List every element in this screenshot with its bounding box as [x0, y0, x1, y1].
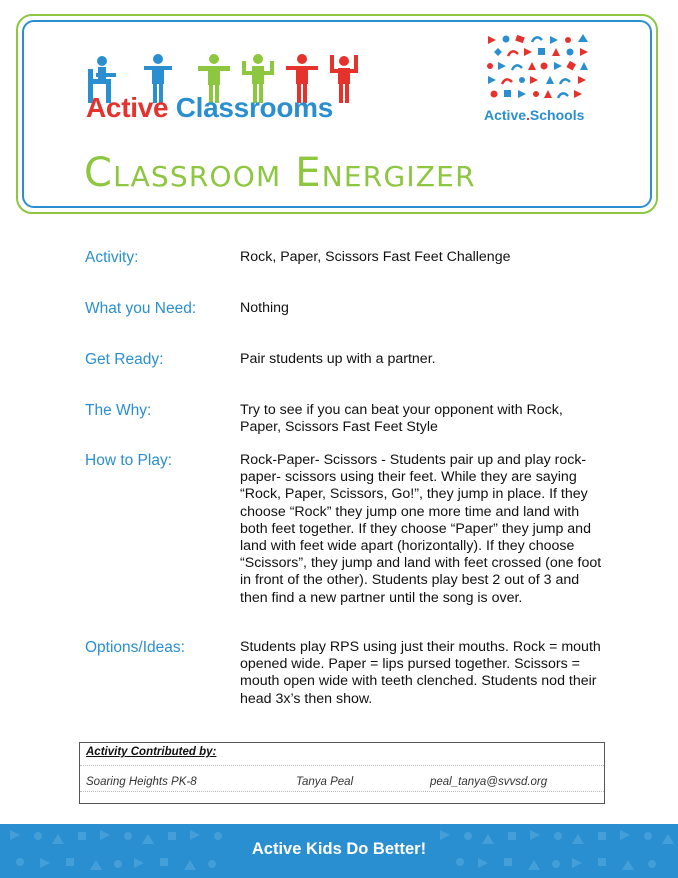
options-ideas-value: Students play RPS using just their mouths. Rock = mouth opened wide. Paper = lips pursed together. Scissors = mouth open wide with teeth clenched. Students nod their head 3x’s then show. [240, 639, 601, 707]
contributor-box [79, 742, 605, 804]
how-to-play-label: How to Play: [85, 452, 173, 469]
the-why-label: The Why: [85, 402, 152, 419]
active-classrooms-logo-text: Active Classrooms [86, 92, 334, 123]
get-ready-value: Pair students up with a partner. [240, 351, 436, 367]
footer-banner [0, 824, 678, 878]
activity-label: Activity: [85, 249, 139, 266]
contributor-name: Tanya Peal [296, 776, 354, 788]
divider [80, 765, 604, 766]
page-title: Classroom Energizer [84, 150, 476, 196]
how-to-play-value: Rock-Paper- Scissors - Students pair up and play rock-paper- scissors using their feet. While they are saying “Rock, Paper, Scissors, Go!”, they jump in place. If they choose “Rock” they jump one more time and land with both feet together. If they choose “Paper” they jump and land with feet wide apart (horizontally). If they choose “Scissors”, they jump and land with feet crossed (one foot in front of the other). Students play best 2 out of 3 and then find a new partner until the song is over. [240, 452, 602, 606]
contributor-heading: Activity Contributed by: [86, 746, 217, 758]
get-ready-label: Get Ready: [85, 351, 164, 368]
options-ideas-label: Options/Ideas: [85, 639, 185, 656]
active-schools-logo-text: Active.Schools [484, 107, 585, 123]
footer-tagline: Active Kids Do Better! [251, 840, 427, 858]
what-you-need-label: What you Need: [85, 300, 197, 317]
divider [80, 791, 604, 792]
activity-value: Rock, Paper, Scissors Fast Feet Challenge [240, 249, 511, 265]
the-why-value: Try to see if you can beat your opponent with Rock, Paper, Scissors Fast Feet Style [240, 402, 563, 436]
contributor-school: Soaring Heights PK-8 [86, 776, 197, 788]
what-you-need-value: Nothing [240, 300, 289, 316]
contributor-email: peal_tanya@svvsd.org [430, 776, 548, 788]
active-schools-pattern-icon [484, 34, 594, 104]
